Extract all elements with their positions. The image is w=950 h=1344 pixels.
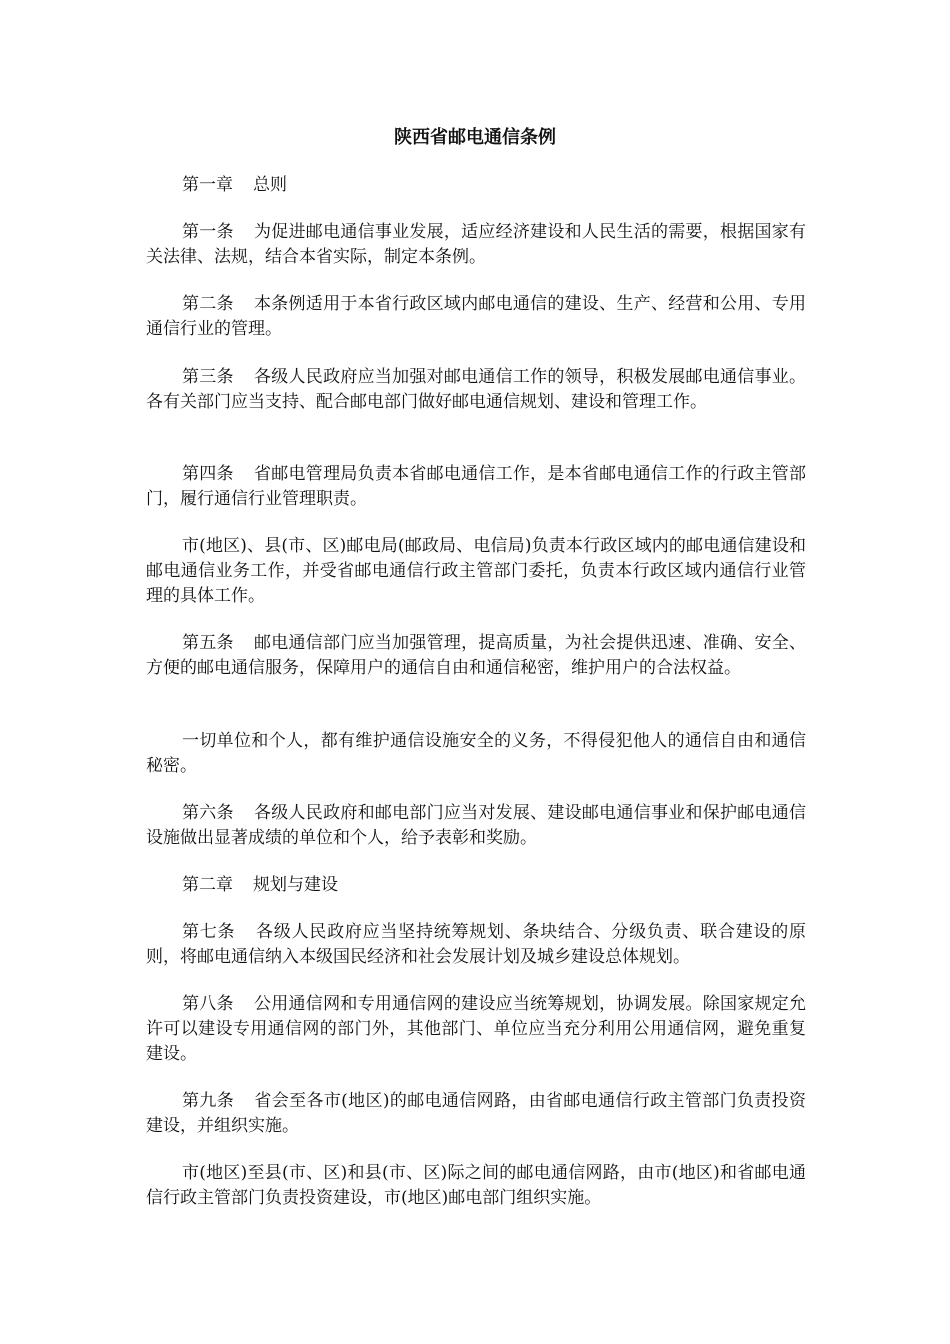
article-label: 第四条 [182, 464, 234, 484]
article-paragraph [146, 992, 806, 1067]
article-label: 第七条 [182, 922, 236, 942]
article-text: 本条例适用于本省行政区域内邮电通信的建设、生产、经营和公用、专用通信行业的管理。 [146, 294, 807, 339]
article-paragraph [146, 729, 806, 779]
article-paragraph [146, 801, 806, 851]
article-text: 一切单位和个人，都有维护通信设施安全的义务，不得侵犯他人的通信自由和通信秘密。 [146, 731, 806, 776]
chapter-number: 第一章 [182, 175, 233, 195]
article-paragraph [146, 1089, 806, 1139]
article-paragraph [146, 365, 806, 415]
article-text: 公用通信网和专用通信网的建设应当统筹规划，协调发展。除国家规定允许可以建设专用通信网的部门外，其他部门、单位应当充分利用公用通信网，避免重复建设。 [146, 994, 807, 1064]
article-text: 各级人民政府应当坚持统筹规划、条块结合、分级负责、联合建设的原则，将邮电通信纳入本级国民经济和社会发展计划及城乡建设总体规划。 [146, 922, 807, 967]
article-label: 第九条 [182, 1091, 235, 1111]
article-text: 省会至各市(地区)的邮电通信网路，由省邮电通信行政主管部门负责投资建设，并组织实施。 [146, 1091, 806, 1136]
article-paragraph [146, 631, 806, 681]
article-label: 第三条 [182, 367, 234, 387]
article-text: 邮电通信部门应当加强管理，提高质量，为社会提供迅速、准确、安全、方便的邮电通信服务，保障用户的通信自由和通信秘密，维护用户的合法权益。 [146, 633, 807, 678]
article-label: 第八条 [182, 994, 234, 1014]
chapter-name: 规划与建设 [253, 875, 338, 895]
article-text: 各级人民政府应当加强对邮电通信工作的领导，积极发展邮电通信事业。各有关部门应当支持、配合邮电部门做好邮电通信规划、建设和管理工作。 [146, 367, 807, 412]
article-paragraph [146, 220, 806, 270]
article-paragraph [146, 462, 806, 512]
article-text: 省邮电管理局负责本省邮电通信工作，是本省邮电通信工作的行政主管部门，履行通信行业管理职责。 [146, 464, 807, 509]
article-paragraph [146, 292, 806, 342]
article-paragraph [146, 920, 806, 970]
article-label: 第六条 [182, 803, 234, 823]
article-text: 为促进邮电通信事业发展，适应经济建设和人民生活的需要，根据国家有关法律、法规，结合本省实际，制定本条例。 [146, 222, 807, 267]
chapter-name: 总则 [253, 175, 287, 195]
article-label: 第二条 [182, 294, 234, 314]
article-label: 第一条 [182, 222, 234, 242]
article-label: 第五条 [182, 633, 234, 653]
chapter-heading [146, 173, 806, 198]
chapter-number: 第二章 [182, 875, 233, 895]
article-text: 市(地区)至县(市、区)和县(市、区)际之间的邮电通信网路，由市(地区)和省邮电通信行政主管部门负责投资建设，市(地区)邮电部门组织实施。 [146, 1163, 806, 1208]
article-paragraph [146, 1161, 806, 1211]
article-text: 各级人民政府和邮电部门应当对发展、建设邮电通信事业和保护邮电通信设施做出显著成绩的单位和个人，给予表彰和奖励。 [146, 803, 807, 848]
chapter-heading [146, 873, 806, 898]
document-title: 陕西省邮电通信条例 [394, 127, 556, 148]
article-text: 市(地区)、县(市、区)邮电局(邮政局、电信局)负责本行政区域内的邮电通信建设和邮电通信业务工作，并受省邮电通信行政主管部门委托，负责本行政区域内通信行业管理的具体工作。 [146, 536, 806, 606]
article-paragraph [146, 534, 806, 609]
